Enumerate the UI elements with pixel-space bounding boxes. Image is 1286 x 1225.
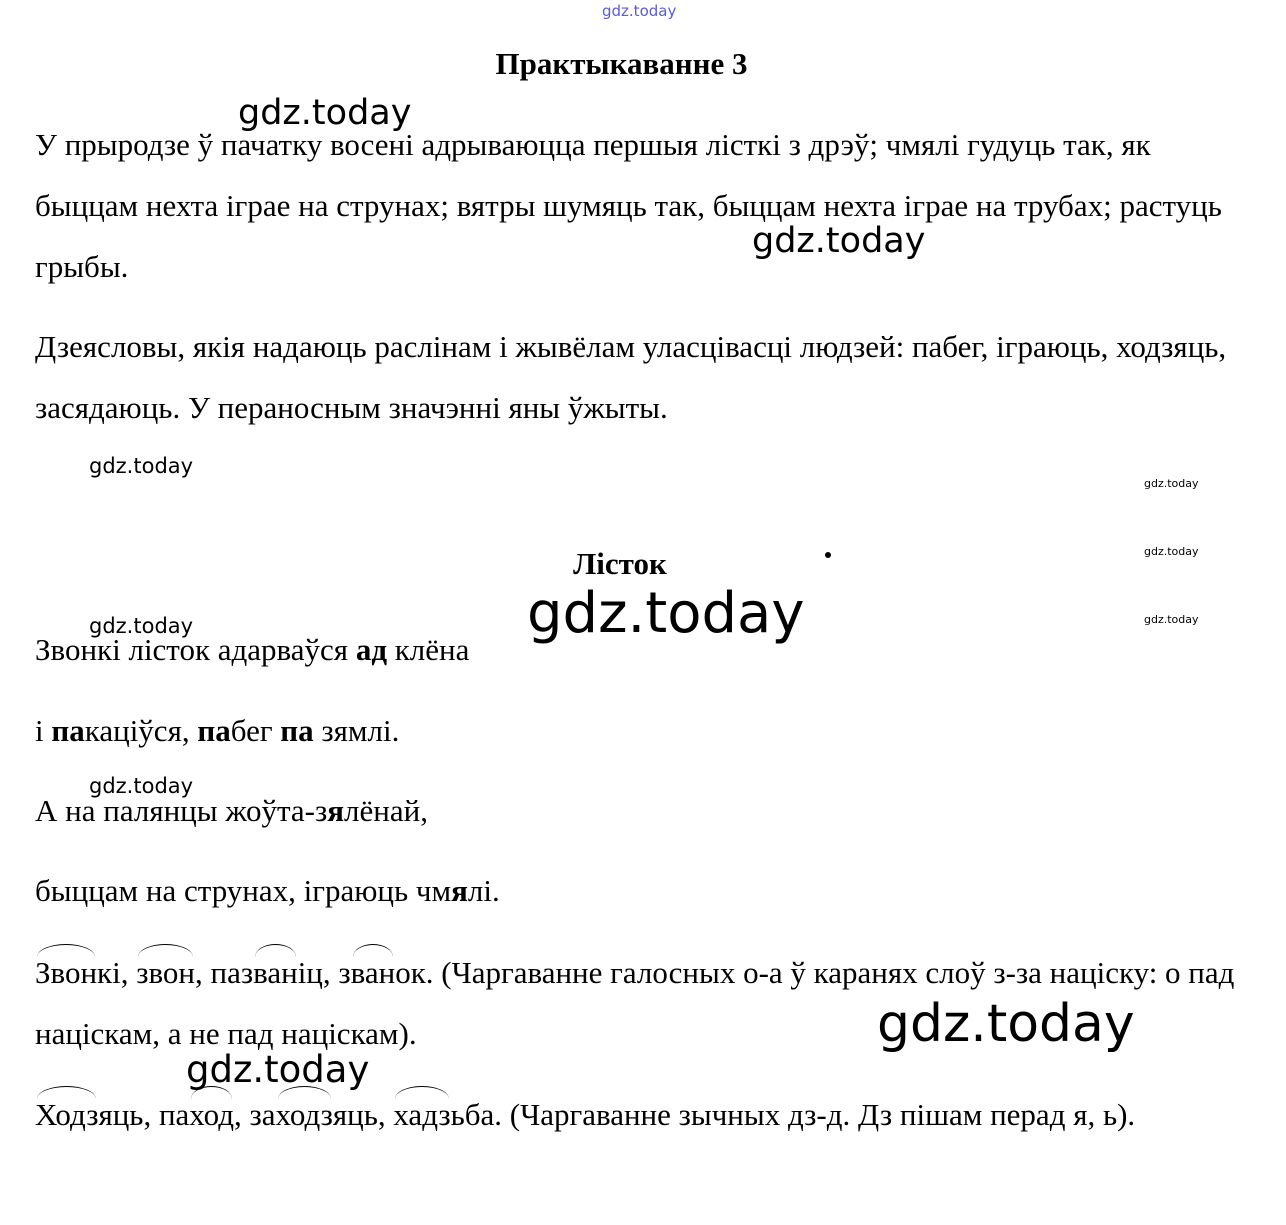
watermark: gdz.today — [89, 774, 194, 798]
consonant-alternation-explanation: Ходзяць, паход, заходзяць, хадзьба. (Чаргаванне зычных дз-д. Дз пішам перад я, ь). — [35, 1084, 1245, 1145]
root-arc: хадз — [393, 1084, 450, 1145]
poem-line: і пакаціўся, пабег па зямлі. — [35, 713, 400, 748]
root-arc: ван — [253, 942, 298, 1003]
watermark: gdz.today — [877, 994, 1135, 1054]
answer-paragraph: У прыродзе ў пачатку восені адрываюцца першыя лісткі з дрэў; чмялі гудуць так, як быццам нехта іграе на струнах; вятры шумяць так, быццам нехта іграе на трубах; растуць грыбы. — [35, 127, 1222, 284]
watermark: gdz.today — [238, 93, 412, 133]
root-arc: ходз — [276, 1084, 333, 1145]
vowel-alternation-explanation: Звонкі, звон, пазваніц, званок. (Чаргаванне галосных о-а ў каранях слоў з-за націску: о пад націскам, а не пад націскам). — [35, 942, 1245, 1064]
watermark: gdz.today — [752, 221, 926, 261]
dot-mark — [825, 552, 831, 558]
watermark: gdz.today — [527, 581, 805, 646]
poem-title: Лісток — [573, 546, 667, 581]
watermark: gdz.today — [89, 614, 194, 638]
root-arc: звон — [136, 942, 195, 1003]
watermark: gdz.today — [1144, 545, 1199, 558]
poem-line: А на палянцы жоўта-зялёнай, — [35, 793, 428, 828]
poem-line: быццам на струнах, іграюць чмялі. — [35, 873, 500, 908]
poem-line: Звонкі лісток адарваўся ад клёна — [35, 632, 470, 667]
root-arc: ван — [351, 942, 396, 1003]
verbs-paragraph: Дзеясловы, якія надаюць раслінам і жывёлам уласцівасці людзей: пабег, іграюць, ходзяць, засядаюць. У пераносным значэнні яны ўжыты. — [35, 329, 1227, 425]
root-arc: Ходз — [35, 1084, 98, 1145]
watermark: gdz.today — [186, 1048, 370, 1091]
watermark: gdz.today — [602, 2, 677, 20]
root-arc: ход — [189, 1084, 234, 1145]
watermark: gdz.today — [1144, 477, 1199, 490]
watermark: gdz.today — [89, 454, 194, 478]
page-title: Практыкаванне 3 — [495, 46, 748, 81]
root-arc: Звон — [35, 942, 97, 1003]
watermark: gdz.today — [1144, 613, 1199, 626]
